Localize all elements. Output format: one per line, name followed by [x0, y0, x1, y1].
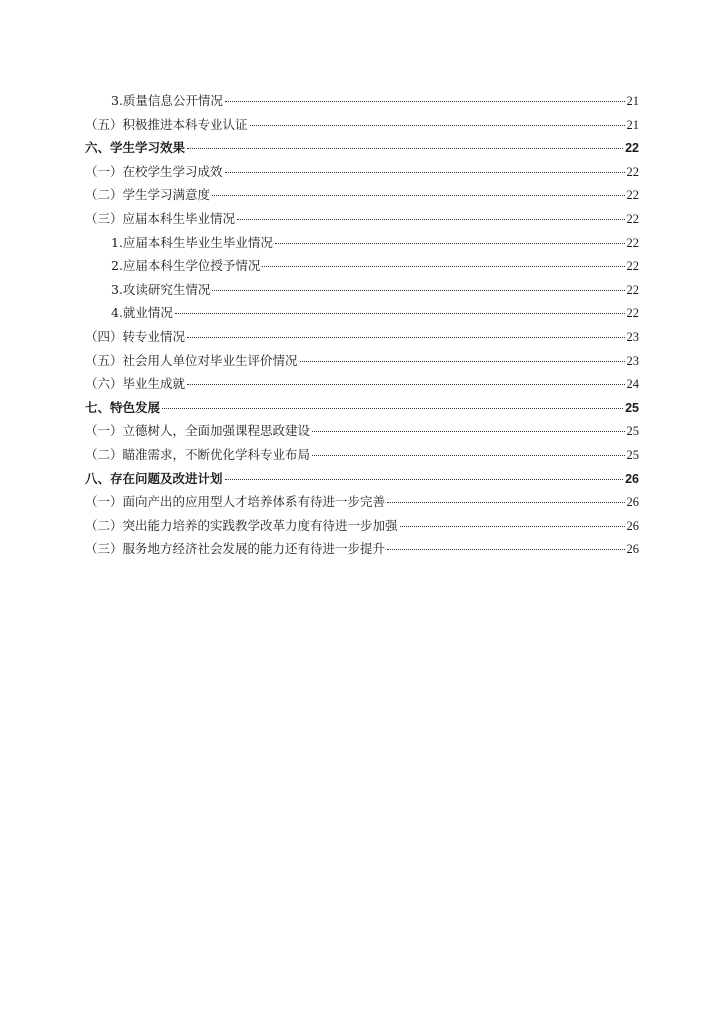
- toc-entry-page-number: 22: [626, 188, 639, 203]
- toc-entry[interactable]: [85, 231, 639, 255]
- dot-leader: [387, 549, 624, 550]
- toc-entry-title: 3.质量信息公开情况: [111, 93, 223, 108]
- toc-entry[interactable]: [85, 419, 639, 443]
- toc-entry-page-number: 25: [625, 400, 639, 415]
- toc-entry-page-number: 25: [626, 447, 639, 462]
- toc-entry-page-number: 21: [626, 94, 639, 108]
- toc-entry[interactable]: [85, 136, 639, 160]
- dot-leader: [225, 101, 625, 102]
- toc-entry-title: （一）面向产出的应用型人才培养体系有待进一步完善: [85, 494, 386, 510]
- toc-entry-title: （一）在校学生学习成效: [85, 163, 223, 179]
- toc-entry-page-number: 23: [626, 329, 639, 344]
- toc-entry-title: （二）学生学习满意度: [85, 187, 211, 203]
- toc-entry-page-number: 26: [626, 518, 639, 533]
- dot-leader: [237, 219, 624, 220]
- dot-leader: [275, 243, 625, 244]
- toc-entry[interactable]: [85, 160, 639, 184]
- toc-entry-page-number: 22: [626, 211, 639, 226]
- toc-entry-title: （四）转专业情况: [85, 328, 186, 344]
- dot-leader: [250, 125, 625, 126]
- dot-leader: [262, 266, 624, 267]
- toc-entry-page-number: 26: [626, 542, 639, 557]
- dot-leader: [387, 502, 624, 503]
- toc-entry[interactable]: [85, 349, 639, 373]
- toc-entry-title: （六）毕业生成就: [85, 376, 186, 392]
- toc-entry-page-number: 21: [626, 117, 639, 132]
- toc-entry-page-number: 25: [626, 424, 639, 439]
- toc-entry[interactable]: [85, 443, 639, 467]
- dot-leader: [162, 408, 623, 409]
- toc-entry-page-number: 22: [625, 141, 639, 156]
- toc-entry[interactable]: [85, 396, 639, 420]
- toc-entry-title: （一）立德树人，全面加强课程思政建设: [85, 423, 311, 439]
- dot-leader: [300, 361, 625, 362]
- toc-entry-page-number: 26: [625, 471, 639, 486]
- toc-entry[interactable]: [85, 278, 639, 302]
- dot-leader: [400, 526, 625, 527]
- toc-entry-page-number: 22: [626, 282, 639, 297]
- toc-entry-page-number: 23: [626, 353, 639, 368]
- dot-leader: [225, 172, 625, 173]
- toc-entry-title: （五）积极推进本科专业认证: [85, 116, 248, 132]
- toc-entry-page-number: 26: [626, 495, 639, 510]
- dot-leader: [175, 313, 625, 314]
- toc-entry-title: （二）瞄准需求，不断优化学科专业布局: [85, 446, 311, 462]
- toc-entry[interactable]: [85, 183, 639, 207]
- toc-entry-title: 七、特色发展: [85, 399, 161, 415]
- toc-entry-title: 1.应届本科生毕业生毕业情况: [111, 234, 273, 250]
- toc-entry-page-number: 22: [626, 235, 639, 250]
- toc-entry[interactable]: [85, 254, 639, 278]
- toc-entry[interactable]: [85, 514, 639, 538]
- toc-entry-page-number: 22: [626, 164, 639, 179]
- toc-entry-title: （三）应届本科生毕业情况: [85, 210, 236, 226]
- toc-entry-title: 3.攻读研究生情况: [111, 281, 211, 297]
- toc-entry[interactable]: [85, 325, 639, 349]
- dot-leader: [187, 384, 624, 385]
- toc-entry-page-number: 22: [626, 306, 639, 321]
- toc-entry[interactable]: [85, 207, 639, 231]
- toc-entry[interactable]: [85, 537, 639, 561]
- toc-entry[interactable]: [85, 372, 639, 396]
- dot-leader: [212, 290, 624, 291]
- toc-entry-title: （五）社会用人单位对毕业生评价情况: [85, 352, 298, 368]
- dot-leader: [187, 337, 624, 338]
- toc-entry-title: 4.就业情况: [111, 305, 173, 321]
- toc-entry-page-number: 24: [626, 377, 639, 392]
- dot-leader: [312, 431, 624, 432]
- toc-entry-title: 2.应届本科生学位授予情况: [111, 258, 261, 274]
- toc-entry-title: 六、学生学习效果: [85, 140, 186, 156]
- toc-entry[interactable]: [85, 89, 639, 113]
- toc-entry-title: 八、存在问题及改进计划: [85, 470, 223, 486]
- dot-leader: [187, 148, 623, 149]
- dot-leader: [225, 479, 624, 480]
- toc-entry-title: （三）服务地方经济社会发展的能力还有待进一步提升: [85, 541, 386, 557]
- toc-entry[interactable]: [85, 113, 639, 137]
- toc-entry[interactable]: [85, 301, 639, 325]
- toc-entry-title: （二）突出能力培养的实践教学改革力度有待进一步加强: [85, 517, 398, 533]
- toc-entry[interactable]: [85, 490, 639, 514]
- table-of-contents: [85, 89, 639, 561]
- dot-leader: [312, 455, 624, 456]
- toc-entry[interactable]: [85, 467, 639, 491]
- dot-leader: [212, 195, 624, 196]
- toc-entry-page-number: 22: [626, 259, 639, 274]
